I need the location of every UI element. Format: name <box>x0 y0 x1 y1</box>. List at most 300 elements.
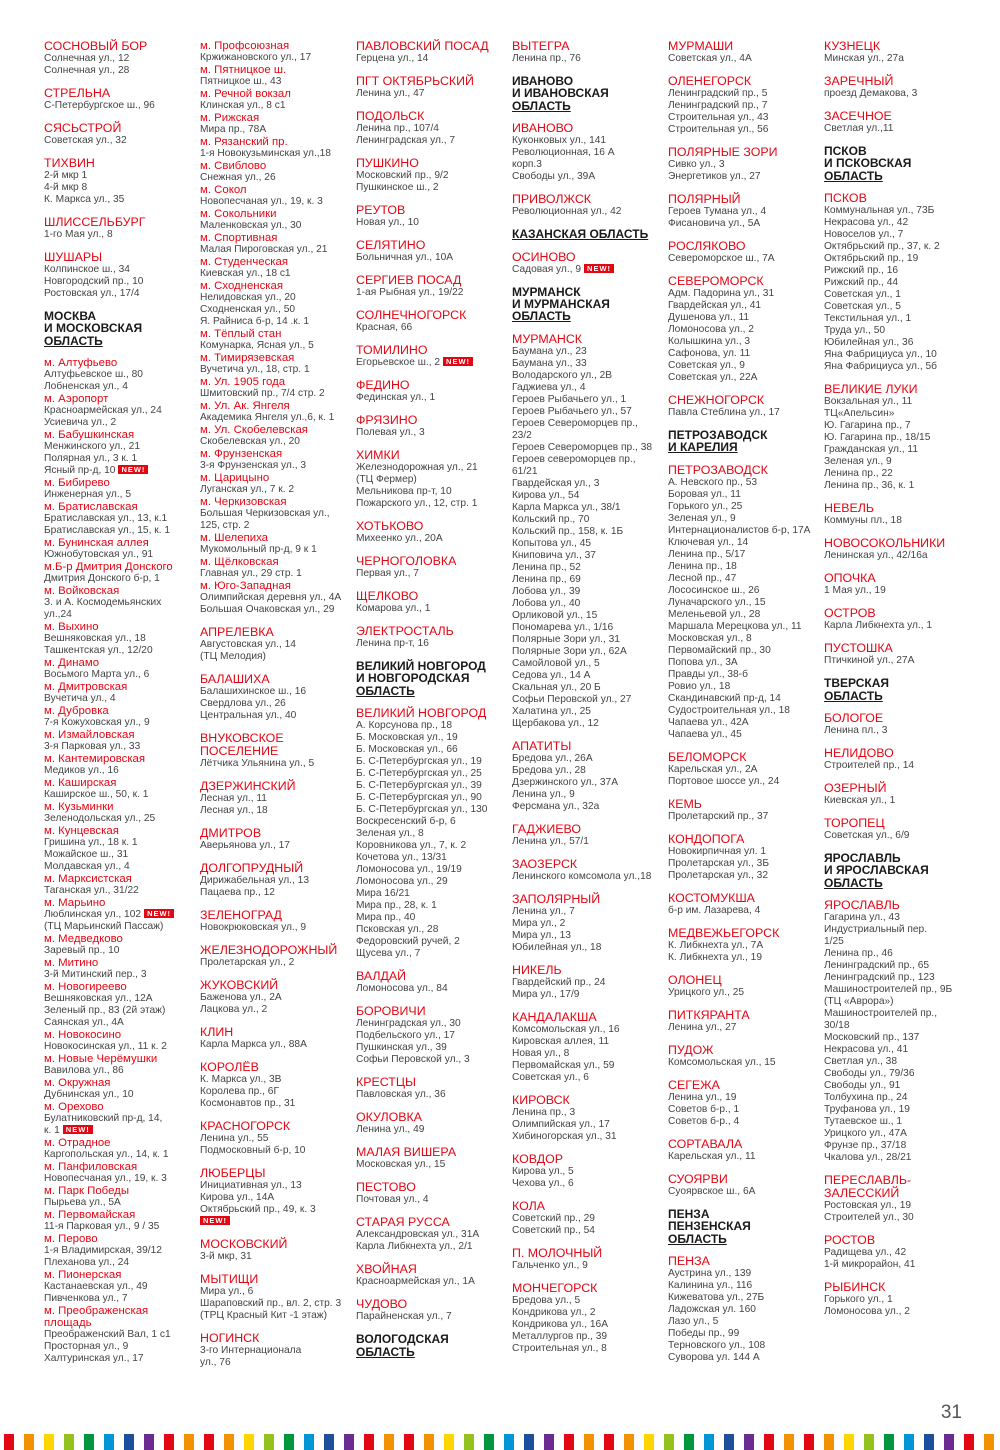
address-line-text: (ТЦ «Аврора») <box>824 996 894 1008</box>
metro-station <box>200 556 350 568</box>
address-line <box>824 420 974 432</box>
address-line <box>512 598 662 610</box>
address-line <box>356 888 506 900</box>
city-name-text: ЭЛЕКТРОСТАЛЬ <box>356 624 454 638</box>
address-line-text: Шараповский пр., вл. 2, стр. 3 <box>200 1298 342 1309</box>
city-name <box>512 1094 662 1107</box>
address-line-text: Строительная ул., 43 <box>668 112 769 123</box>
address-line <box>200 1086 350 1098</box>
address-line <box>512 574 662 586</box>
metro-station <box>44 897 194 909</box>
region-heading: ПЕНЗА ПЕНЗЕНСКАЯ ОБЛАСТЬ <box>668 1206 751 1246</box>
address-line <box>356 1030 506 1042</box>
address-line-text: Самойловой ул., 5 <box>512 657 600 669</box>
address-line-text: Каргопольская ул., 14, к. 1 <box>44 1149 169 1161</box>
address-line-text: Рижский пр., 44 <box>824 277 899 289</box>
address-line-text: Советская ул., 1 <box>824 289 901 301</box>
address-line-text: Новокосинская ул., 11 к. 2 <box>44 1041 167 1053</box>
decorative-color-stripe <box>0 1434 1000 1450</box>
address-line <box>356 840 506 852</box>
address-line <box>824 655 974 667</box>
metro-station-text: м. Новые Черёмушки <box>44 1053 158 1066</box>
city-name-text: РЫБИНСК <box>824 1280 886 1295</box>
address-line-text: Олимпийская деревня ул., 4А <box>200 592 342 603</box>
metro-station <box>200 496 350 508</box>
address-line-text: Баженова ул., 2А <box>200 992 282 1003</box>
address-line-text: Героев Рыбачьего ул., 1 <box>512 393 627 405</box>
address-line <box>356 1042 506 1054</box>
address-line-text: Дирижабельная ул., 13 <box>200 875 310 886</box>
metro-station-text: м. Ул. 1905 года <box>200 376 286 388</box>
address-line <box>200 639 350 651</box>
address-line-text: Луганская ул., 7 к. 2 <box>200 484 295 495</box>
city-name-text: ЧЕРНОГОЛОВКА <box>356 554 457 568</box>
city-name <box>668 833 818 846</box>
address-line-text: Аверьянова ул., 17 <box>200 840 290 851</box>
address-line-text: Карельская ул., 11 <box>668 1150 756 1162</box>
address-line-text: Вучетича ул., 4 <box>44 693 116 705</box>
address-line <box>200 710 350 722</box>
address-line-text: Халатина ул., 25 <box>512 705 591 717</box>
city-name <box>356 204 506 217</box>
address-line-text: Б. Московская ул., 19 <box>356 732 458 744</box>
address-line <box>824 408 974 420</box>
address-line <box>824 265 974 277</box>
address-line-text: Софьи Перовской ул., 3 <box>356 1054 470 1066</box>
address-line-text: Зеленодольская ул., 25 <box>44 813 156 825</box>
address-line <box>200 758 350 770</box>
metro-station-text: м. Орехово <box>44 1101 104 1114</box>
city-name <box>512 193 662 206</box>
city-name-text: ПСКОВ <box>824 191 867 206</box>
address-line <box>44 525 194 537</box>
address-line-text: 4-й мкр 8 <box>44 182 88 193</box>
address-line <box>356 816 506 828</box>
city-name <box>356 1181 506 1194</box>
address-line-text: Ленина ул., 27 <box>668 1021 737 1033</box>
address-line <box>44 513 194 525</box>
address-line-text: Пролетарская ул., 32 <box>668 869 769 881</box>
city-name-text: ВЫТЕГРА <box>512 39 570 53</box>
address-line-text: Свободы ул., 39А <box>512 171 596 183</box>
city-name <box>200 745 350 758</box>
address-line-text: Правды ул., 38-б <box>668 668 748 680</box>
address-line <box>512 538 662 550</box>
city-name <box>44 40 194 53</box>
region-heading: ТВЕРСКАЯ ОБЛАСТЬ <box>824 676 889 703</box>
city-name-text: ПУСТОШКА <box>824 641 893 656</box>
stripe-square <box>544 1434 554 1450</box>
address-line <box>512 1036 662 1048</box>
city-name <box>668 240 818 253</box>
address-line-text: Хибиногорская ул., 31 <box>512 1130 617 1142</box>
city-name <box>668 1255 818 1268</box>
address-line <box>512 159 662 171</box>
metro-station-text: м. Профсоюзная <box>200 40 290 52</box>
stripe-square <box>384 1434 394 1450</box>
address-line-text: 30/18 <box>824 1020 850 1032</box>
city-name <box>824 383 974 396</box>
stripe-square <box>324 1434 334 1450</box>
address-line-text: 3-я Парковая ул., 33 <box>44 741 141 753</box>
address-line-text: Пивченкова ул., 7 <box>44 1293 128 1305</box>
address-line-text: корп.3 <box>512 159 542 171</box>
city-name-text: ПЕРЕСЛАВЛЬ- <box>824 1173 912 1188</box>
address-line <box>44 441 194 453</box>
city-name <box>668 1173 818 1186</box>
city-name <box>356 555 506 568</box>
city-name <box>824 75 974 88</box>
address-line <box>44 1281 194 1293</box>
city-name-text: ОСТРОВ <box>824 606 876 621</box>
metro-station <box>200 256 350 268</box>
address-line-text: 1-я Новокузьминская ул.,18 <box>200 148 331 159</box>
address-line-text: (ТЦ Мелодия) <box>200 651 266 662</box>
address-line-text: Медиков ул., 16 <box>44 765 119 777</box>
address-line <box>356 182 506 194</box>
metro-station <box>200 448 350 460</box>
address-line <box>356 603 506 615</box>
address-line-text: Революционная ул., 42 <box>512 206 622 218</box>
city-name <box>44 251 194 264</box>
address-line <box>668 112 818 124</box>
city-name <box>668 464 818 477</box>
address-line <box>512 53 662 65</box>
city-name-text: СТРЕЛЬНА <box>44 86 111 100</box>
address-line-text: (ТЦ Фермер) <box>356 474 417 485</box>
metro-station-text: м. Тёплый стан <box>200 328 282 340</box>
address-line <box>668 1022 818 1034</box>
address-line <box>44 741 194 753</box>
metro-station-text: м. Алтуфьево <box>44 357 118 370</box>
city-name-text: ВАЛДАЙ <box>356 969 407 984</box>
address-line <box>668 1340 818 1352</box>
address-line-text: Новая ул., 8 <box>512 1047 570 1059</box>
address-line-text: Фрунзе пр., 37/18 <box>824 1140 907 1152</box>
metro-station-text: м. Выхино <box>44 621 99 634</box>
address-line <box>200 1286 350 1298</box>
city-name-text: ЧУДОВО <box>356 1297 408 1312</box>
address-line-text: Киевская ул., 18 с1 <box>200 268 291 279</box>
address-line <box>512 1225 662 1237</box>
address-line <box>824 1032 974 1044</box>
address-line-text: Советов б-р., 4 <box>668 1115 740 1127</box>
address-line <box>44 849 194 861</box>
address-line-text: Героев Североморцев пр., 38 <box>512 441 653 453</box>
address-line-text: Ленина ул., 55 <box>200 1133 269 1144</box>
address-line-text: Радищева ул., 42 <box>824 1247 907 1259</box>
address-line-text: Пятницкое ш., 43 <box>200 76 282 87</box>
city-name-text: ПЕТРОЗАВОДСК <box>668 462 768 477</box>
address-line-text: Королева пр., 6Г <box>200 1086 279 1097</box>
address-line <box>512 1178 662 1190</box>
stripe-square <box>464 1434 474 1450</box>
address-line-text: Мира ул., 6 <box>200 1286 254 1297</box>
address-line-text: Лососинское ш., 26 <box>668 584 760 596</box>
city-name <box>200 862 350 875</box>
address-line <box>512 430 662 442</box>
address-line <box>44 837 194 849</box>
stripe-square <box>804 1434 814 1450</box>
metro-station <box>200 88 350 100</box>
address-line <box>356 756 506 768</box>
address-line <box>668 609 818 621</box>
address-line-text: Лесная ул., 11 <box>200 793 267 804</box>
address-line-text: Калинина ул., 116 <box>668 1280 753 1292</box>
address-line <box>512 777 662 789</box>
city-name <box>512 40 662 53</box>
address-line <box>200 52 350 64</box>
address-line <box>512 718 662 730</box>
address-line-text: б-р им. Лазарева, 4 <box>668 904 761 916</box>
metro-station <box>200 328 350 340</box>
address-line <box>668 1328 818 1340</box>
region-heading: МОСКВА И МОСКОВСКАЯ ОБЛАСТЬ <box>44 309 143 348</box>
address-line-text: Б. С-Петербургская ул., 130 <box>356 804 488 816</box>
metro-station-text: м. Сходненская <box>200 280 284 292</box>
address-line-text: 7-я Кожуховская ул., 9 <box>44 717 150 729</box>
address-line <box>824 325 974 337</box>
address-line-text: Ленина пл., 3 <box>824 725 888 737</box>
address-line <box>356 828 506 840</box>
address-line <box>44 53 194 65</box>
address-line-text: Новая ул., 10 <box>356 217 419 228</box>
address-line <box>356 924 506 936</box>
address-line <box>512 171 662 183</box>
address-line-text: Карла Маркса ул., 38/1 <box>512 501 621 513</box>
metro-station-text: м. Дубровка <box>44 705 109 718</box>
address-line-text: Октябрьский пр., 19 <box>824 253 919 265</box>
address-line <box>200 1204 350 1216</box>
metro-station-text: м. Преображенская <box>44 1305 149 1318</box>
address-line-text: Металлургов пр., 39 <box>512 1330 608 1342</box>
address-line <box>824 515 974 527</box>
metro-station <box>44 777 194 789</box>
address-line-text: Скандинавский пр-д, 14 <box>668 692 781 704</box>
address-line-text: Аустрина ул., 139 <box>668 1268 752 1280</box>
address-line-text: Героев Тумана ул., 4 <box>668 206 767 217</box>
address-line <box>44 100 194 112</box>
address-line-text: Бредова ул., 28 <box>512 764 586 776</box>
city-name <box>200 1332 350 1345</box>
address-line-text: Колышкина ул., 3 <box>668 336 751 347</box>
city-name <box>512 122 662 135</box>
address-line <box>668 477 818 489</box>
address-line <box>356 638 506 650</box>
address-line <box>44 405 194 417</box>
address-line-text: Алтуфьевское ш., 80 <box>44 369 143 381</box>
address-line-text: 1-го Мая ул., 8 <box>44 229 113 240</box>
address-line <box>356 1054 506 1066</box>
address-line-text: Егорьевское ш., 2 <box>356 357 441 368</box>
address-line-text: Свободы ул., 79/36 <box>824 1068 915 1080</box>
address-line <box>44 369 194 381</box>
address-line-text: Софьи Перовской ул., 27 <box>512 693 632 705</box>
address-line <box>512 646 662 658</box>
city-name <box>512 964 662 977</box>
address-line <box>668 537 818 549</box>
address-line <box>668 776 818 788</box>
address-line <box>200 592 350 604</box>
address-line-text: Малая Пироговская ул., 21 <box>200 244 328 255</box>
address-line-text: Урицкого ул., 25 <box>668 986 745 998</box>
city-name-text: КЛИН <box>200 1025 234 1039</box>
address-line <box>668 1186 818 1198</box>
address-line-text: Кастанаевская ул., 49 <box>44 1281 148 1293</box>
address-line <box>356 1018 506 1030</box>
address-line <box>824 1259 974 1271</box>
city-name-text: РОСЛЯКОВО <box>668 239 746 253</box>
address-line-text: Ю. Гагарина пр., 7 <box>824 420 911 432</box>
address-line <box>200 172 350 184</box>
address-line <box>44 945 194 957</box>
city-name <box>824 899 974 912</box>
address-line <box>512 418 662 430</box>
city-name <box>356 239 506 252</box>
metro-station-text: м. Дмитровская <box>44 681 128 694</box>
address-line-text: Таганская ул., 31/22 <box>44 885 139 897</box>
city-name-text: ПОЛЯРНЫЙ <box>668 192 741 206</box>
address-line <box>824 301 974 313</box>
city-name-text: МУРМАШИ <box>668 39 734 53</box>
address-line <box>44 1293 194 1305</box>
stripe-square <box>704 1434 714 1450</box>
address-line-text: Юбилейная ул., 18 <box>512 941 602 953</box>
address-line <box>44 264 194 276</box>
address-line-text: Я. Райниса б-р, 14 .к. 1 <box>200 316 310 327</box>
address-line <box>356 135 506 147</box>
address-line <box>356 732 506 744</box>
address-line-text: Ключевая ул., 14 <box>668 536 749 548</box>
city-name <box>668 1044 818 1057</box>
address-line <box>44 465 194 477</box>
address-line-text: Пушкинская ул., 39 <box>356 1042 447 1054</box>
address-line <box>668 597 818 609</box>
address-line-text: Вешняковская ул., 12А <box>44 993 153 1005</box>
address-line-text: Ленинградский пр., 7 <box>668 100 768 111</box>
address-line-text: Инициативная ул., 13 <box>200 1180 302 1191</box>
address-line-text: Фединская ул., 1 <box>356 392 436 403</box>
address-line <box>668 633 818 645</box>
address-line <box>824 1020 974 1032</box>
address-line-text: Комарова ул., 1 <box>356 603 431 614</box>
address-line-text: ул.,24 <box>44 609 72 621</box>
address-line <box>668 561 818 573</box>
city-name-text: НОГИНСК <box>200 1331 260 1345</box>
address-line-text: Героев североморцев пр., <box>512 453 636 465</box>
address-line <box>44 135 194 147</box>
address-line-text: Ленина ул., 49 <box>356 1124 425 1136</box>
metro-station-text: м.Б-р Дмитрия Донского <box>44 561 173 574</box>
address-line <box>824 205 974 217</box>
badge-line <box>200 1216 350 1228</box>
metro-station <box>200 280 350 292</box>
address-line <box>668 621 818 633</box>
address-line-text: Заревый пр., 10 <box>44 945 120 957</box>
address-line-text: 125, стр. 2 <box>200 520 250 531</box>
address-line-text: Кржижановского ул., 17 <box>200 52 312 63</box>
address-line <box>200 1145 350 1157</box>
city-name-text: БОЛОГОЕ <box>824 711 884 726</box>
address-line <box>512 610 662 622</box>
address-line <box>200 604 350 616</box>
address-line-text: Мира ул., 17/9 <box>512 988 580 1000</box>
address-line-text: Клинская ул., 8 с1 <box>200 100 286 111</box>
metro-station-text: м. Первомайская <box>44 1209 136 1222</box>
address-line-text: Ломоносова ул., 2 <box>668 324 754 335</box>
address-line <box>200 1039 350 1051</box>
address-line-text: Светлая ул.,11 <box>824 123 894 134</box>
address-line-text: Гальченко ул., 9 <box>512 1259 588 1271</box>
stripe-square <box>304 1434 314 1450</box>
address-line-text: Братиславская ул., 15, к. 1 <box>44 525 171 537</box>
address-line <box>44 381 194 393</box>
address-line-text: Свердлова ул., 26 <box>200 698 286 709</box>
address-line-text: Ленинградский пр., 5 <box>668 88 768 99</box>
address-line-text: Ленина пр., 52 <box>512 561 581 573</box>
address-line-text: Солнечная ул., 28 <box>44 65 130 76</box>
address-line <box>668 811 818 823</box>
address-line-text: Октябрьский пр., 37, к. 2 <box>824 241 940 253</box>
metro-station-text: м. Рижская <box>200 112 260 124</box>
stripe-square <box>944 1434 954 1450</box>
city-name-text: ПЕСТОВО <box>356 1180 416 1195</box>
city-name <box>356 1263 506 1276</box>
address-line <box>44 489 194 501</box>
address-line <box>668 681 818 693</box>
address-line-text: Ленина ул., 7 <box>512 905 575 917</box>
metro-station-text: м. Сокол <box>200 184 247 196</box>
address-line <box>824 960 974 972</box>
city-name <box>356 1005 506 1018</box>
address-line-text: Скальная ул., 20 Б <box>512 681 601 693</box>
address-line-text: Кондрикова ул., 16А <box>512 1318 608 1330</box>
address-line <box>668 1304 818 1316</box>
city-name <box>44 87 194 100</box>
address-line-text: Московская ул., 8 <box>668 632 752 644</box>
city-name-text: ЗАРЕЧНЫЙ <box>824 74 894 88</box>
city-name-text: ПОЛЯРНЫЕ ЗОРИ <box>668 145 778 159</box>
address-line-text: Балашихинское ш., 16 <box>200 686 307 697</box>
address-line <box>512 801 662 813</box>
address-line <box>356 474 506 486</box>
metro-station-text: м. Митино <box>44 957 99 970</box>
address-line <box>824 241 974 253</box>
address-line-text: Машиностроителей пр., <box>824 1008 938 1020</box>
metro-station <box>44 537 194 549</box>
city-name <box>512 1200 662 1213</box>
address-line-text: Дзержинского ул., 37А <box>512 776 619 788</box>
metro-station <box>44 357 194 369</box>
city-name <box>824 747 974 760</box>
address-line <box>668 348 818 360</box>
address-line <box>356 792 506 804</box>
address-line-text: Киевская ул., 1 <box>824 795 896 807</box>
city-name <box>668 193 818 206</box>
address-line <box>356 498 506 510</box>
metro-station <box>200 136 350 148</box>
city-name <box>824 712 974 725</box>
address-line <box>824 1092 974 1104</box>
address-line <box>824 456 974 468</box>
address-line <box>200 196 350 208</box>
stripe-square <box>664 1434 674 1450</box>
address-line-text: Кижеватова ул., 27Б <box>668 1292 765 1304</box>
stripe-square <box>124 1434 134 1450</box>
address-line-text: Подбельского ул., 17 <box>356 1030 455 1042</box>
address-line-text: Портовое шоссе ул., 24 <box>668 775 780 787</box>
city-name-text: БЕЛОМОРСК <box>668 749 747 764</box>
